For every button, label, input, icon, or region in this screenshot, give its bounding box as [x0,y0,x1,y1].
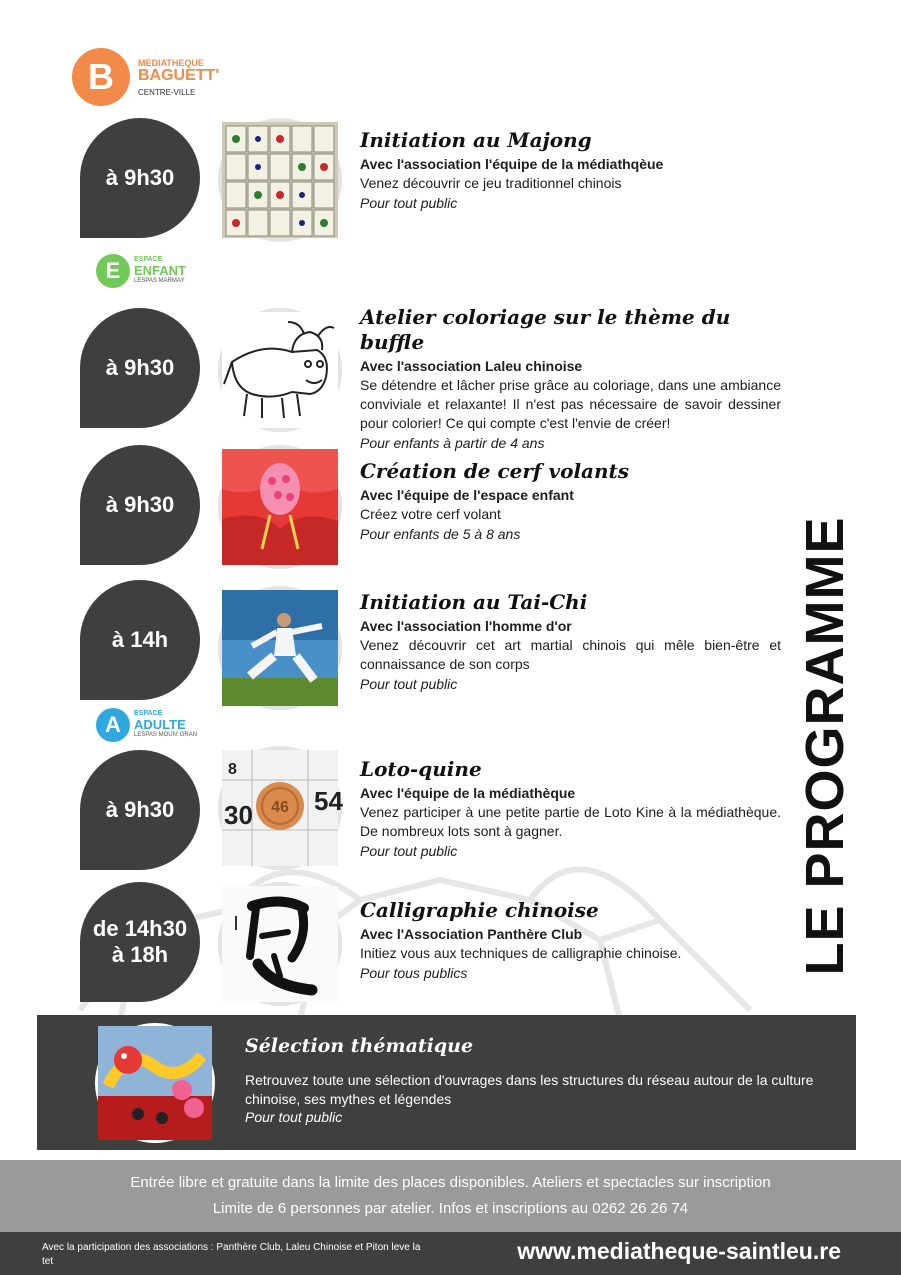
event-audience: Pour tout public [360,843,458,859]
event-time-badge: à 9h30 [80,750,200,870]
event-time-badge: à 14h [80,580,200,700]
event-loto-quine [360,757,781,861]
event-title: Initiation au Majong [360,128,592,152]
event-audience: Pour tous publics [360,965,468,981]
espace-adulte-big: ADULTE [134,717,186,732]
event-description: Venez découvrir ce jeu traditionnel chinois [360,175,622,191]
event-description: Se détendre et lâcher prise grâce au coloriage, dans une ambiance conviviale et relaxante! Il n'est pas nécessaire de savoir dessiner pour colorier! Ce qui compte c'est l'envie de créer! [360,377,781,431]
selection-description: Retrouvez toute une sélection d'ouvrages dans les structures du réseau autour de la culture chinoise, ses mythes et légendes [245,1072,814,1107]
red-kite-image [218,445,342,569]
event-audience: Pour enfants à partir de 4 ans [360,435,545,451]
selection-audience: Pour tout public [245,1109,343,1125]
event-description: Venez découvrir cet art martial chinois qui mêle bien-être et connaissance de son corps [360,637,781,672]
event-description: Venez participer à une petite partie de Loto Kine à la médiathèque. De nombreux lots sont à gagner. [360,804,781,839]
event-audience: Pour tout public [360,676,458,692]
espace-enfant-logo [96,254,216,288]
espace-adulte-circle: A [96,708,130,742]
svg-text:54: 54 [314,786,343,816]
event-title: Atelier coloriage sur le thème du buffle [360,305,731,354]
espace-adulte-logo [96,708,216,742]
logo-circle: B [72,48,130,106]
event-organizer: Avec l'association l'homme d'or [360,618,572,634]
event-description: Initiez vous aux techniques de calligraphie chinoise. [360,945,682,961]
event-time-badge [80,882,200,1002]
event-coloriage [360,305,781,453]
calligraphy-image [218,882,342,1006]
event-time-badge: à 9h30 [80,445,200,565]
footer [0,1232,901,1275]
selection-title: Sélection thématique [245,1035,474,1057]
dragon-dance-image [95,1023,215,1143]
selection-thematique-panel [37,1015,856,1150]
event-time-line1: de 14h30 [92,916,188,941]
event-organizer: Avec l'Association Panthère Club [360,926,583,942]
svg-text:30: 30 [224,800,253,830]
footer-website-link[interactable]: www.mediatheque-saintleu.re [517,1238,841,1264]
event-cerf-volants [360,459,781,544]
event-title: Création de cerf volants [360,459,630,483]
event-organizer: Avec l'association l'équipe de la médiathqèue [360,156,664,172]
event-description: Créez votre cerf volant [360,506,501,522]
espace-enfant-circle: E [96,254,130,288]
mahjong-tiles-image [218,118,342,242]
buffalo-drawing-image [218,308,342,432]
logo-line3: CENTRE-VILLE [138,88,196,97]
programme-heading-text: LE PROGRAMME [795,516,855,976]
footer-participation: Avec la participation des associations : Panthère Club, Laleu Chinoise et Piton leve la tet [42,1242,421,1267]
espace-adulte-sub: LESPAS MOUN' GRAN [134,732,198,738]
espace-enfant-small: ESPACE [134,256,163,263]
loto-token-image [218,746,342,870]
event-audience: Pour enfants de 5 à 8 ans [360,526,521,542]
event-title: Calligraphie chinoise [360,898,599,922]
espace-enfant-sub: LESPAS MARMAY [134,278,185,284]
event-time-line2: à 18h [111,942,169,967]
event-organizer: Avec l'équipe de l'espace enfant [360,487,574,503]
mediatheque-logo [72,48,252,108]
svg-text:8: 8 [228,761,237,778]
logo-line1: MEDIATHEQUE [138,58,204,68]
event-organizer: Avec l'association Laleu chinoise [360,358,583,374]
event-calligraphie [360,898,781,983]
espace-enfant-big: ENFANT [134,263,186,278]
event-majong [360,128,781,213]
logo-line2: BAGUETT' [138,67,220,84]
espace-adulte-small: ESPACE [134,710,163,717]
programme-heading [790,518,860,974]
event-time-badge: à 9h30 [80,308,200,428]
event-time-badge: à 9h30 [80,118,200,238]
info-line2: Limite de 6 personnes par atelier. Infos et inscriptions au 0262 26 26 74 [212,1200,689,1217]
event-audience: Pour tout public [360,195,458,211]
loto-token-number: 46 [271,799,289,816]
event-organizer: Avec l'équipe de la médiathèque [360,785,576,801]
info-line1: Entrée libre et gratuite dans la limite des places disponibles. Ateliers et spectacles sur inscription [130,1174,771,1191]
info-band [0,1160,901,1232]
event-tai-chi [360,590,781,694]
event-title: Loto-quine [360,757,482,781]
event-title: Initiation au Tai-Chi [360,590,588,614]
tai-chi-man-image [218,586,342,710]
